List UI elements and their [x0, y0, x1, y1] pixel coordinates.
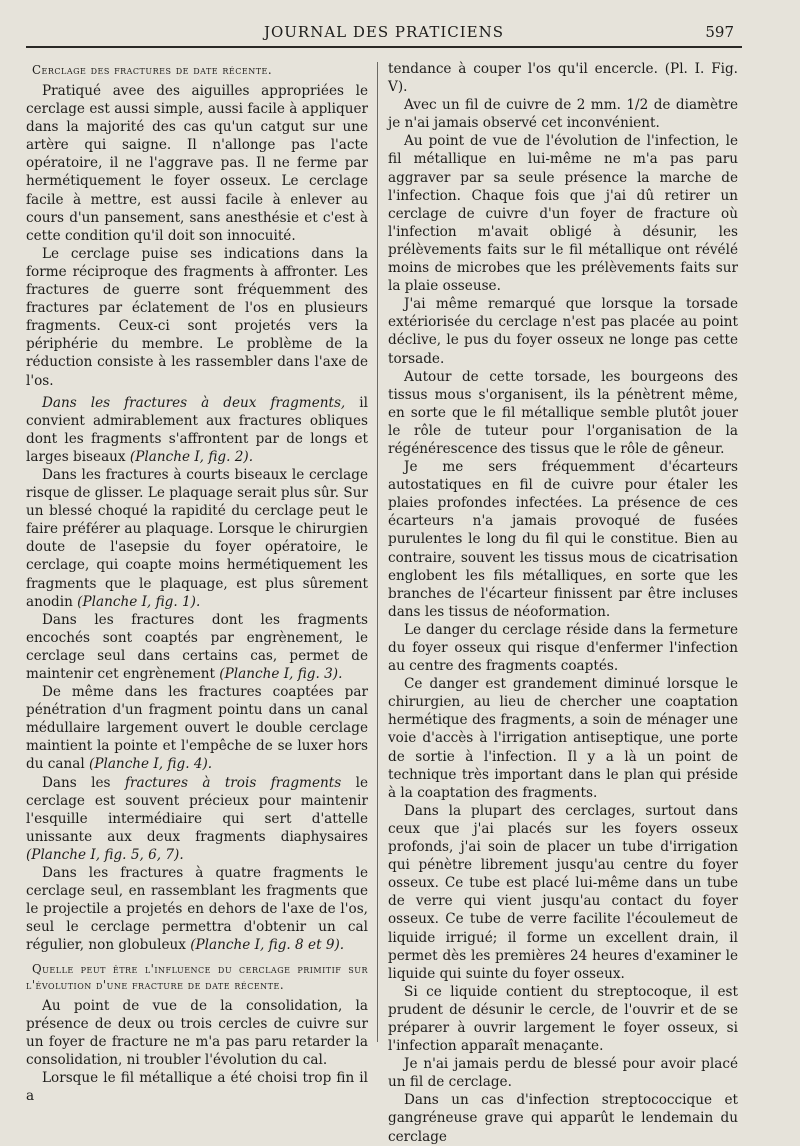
paragraph: Le danger du cerclage réside dans la fermeture du foyer osseux qui risque d'enfermer l'infection au centre des fragments coaptés.	[388, 621, 738, 675]
paragraph: Autour de cette torsade, les bourgeons des tissus mous s'organisent, ils la pénètrent même, en sorte que le fil métallique semble plutôt jouer le rôle de tuteur pour l'organisation de la régénérescence des tissus que le rôle de gêneur.	[388, 368, 738, 457]
paragraph: Le cerclage puise ses indications dans la forme réciproque des fragments à affronter. Les fractures de guerre sont fréquemment des fractures par éclatement de l'os en plusieurs fragments. Ceux-ci sont projetés vers la périphérie du membre. Le problème de la réduction consiste à les rassembler dans l'axe de l'os.	[26, 245, 368, 389]
paragraph: Dans les fractures à trois fragments le cerclage est souvent précieux pour maintenir l'esquille intermédiaire qui sert d'attelle unissante aux deux fragments diaphysaires (Planche I, fig. 5, 6, 7).	[26, 774, 369, 863]
paragraph: J'ai même remarqué que lorsque la torsade extériorisée du cerclage n'est pas placée au point déclive, le pus du foyer osseux ne longe pas cette torsade.	[388, 296, 738, 367]
paragraph: Dans la plupart des cerclages, surtout dans ceux que j'ai placés sur les foyers osseux profonds, j'ai soin de placer un tube d'irrigation qui pénètre librement jusqu'au centre du foyer osseux. Ce tube est placé lui-même dans un tube de verre qui vient jusqu'au contact du foyer osseux. Ce tube de verre facilite l'écoulemeut de liquide irrigué; il forme un excellent drain, il permet dès les premières 24 heures d'examiner le liquide qui suinte du foyer osseux.	[388, 802, 738, 982]
figure-reference: (Planche I, fig. 2).	[129, 448, 254, 465]
figure-reference: (Planche I, fig. 3).	[219, 666, 343, 682]
section-heading-cerclage: Cerclage des fractures de date récente.	[32, 63, 273, 77]
paragraph: Au point de vue de la consolidation, la présence de deux ou trois cercles de cuivre sur un foyer de fracture ne m'a pas paru retarder la consolidation, ni troubler l'évolution du cal.	[26, 997, 368, 1068]
paragraph: Dans les fractures dont les fragments encochés sont coaptés par engrènement, le cerclage seul dans certains cas, permet de maintenir cet engrènement (Planche I, fig. 3).	[26, 611, 368, 682]
italic-phrase: Dans les fractures à deux fragments,	[42, 394, 346, 411]
paragraph: Au point de vue de l'évolution de l'infection, le fil métallique en lui-même ne m'a pas paru aggraver par sa seule présence la marche de l'infection. Chaque fois que j'ai dû retirer un cerclage de cuivre d'un foyer de fracture où l'infection m'avait obligé à désunir, les prélèvements faits sur le fil métallique ont révélé moins de microbes que les prélèvements faits sur la plaie osseuse.	[388, 133, 738, 295]
section-heading-influence: Quelle peut être l'influence du cerclage primitif sur l'évolution d'une fracture de date récente.	[26, 961, 368, 992]
paragraph: Dans les fractures à deux fragments, il convient admirablement aux fractures obliques dont les fragments s'affrontent par de longs et larges biseaux (Planche I, fig. 2).	[26, 394, 368, 465]
paragraph: Si ce liquide contient du streptocoque, il est prudent de désunir le cercle, de l'ouvrir et de se préparer à ouvrir largement le foyer osseux, si l'infection apparaît menaçante.	[388, 983, 738, 1055]
left-column	[26, 60, 368, 1105]
paragraph: Pratiqué avee des aiguilles appropriées le cerclage est aussi simple, aussi facile à appliquer dans la majorité des cas qu'un catgut sur une artère qui saigne. Il n'allonge pas l'acte opératoire, il ne l'aggrave pas. Il ne ferme par hermétiquement le foyer osseux. Le cerclage facile à mettre, est aussi facile à enlever au cours d'un pansement, sans anesthésie et c'est à cette condition qu'il doit son innocuité.	[26, 83, 368, 244]
header-rule	[26, 46, 742, 48]
paragraph: tendance à couper l'os qu'il encercle. (Pl. I. Fig. V).	[388, 61, 738, 96]
figure-reference: (Planche I, fig. 1).	[77, 593, 201, 610]
paragraph: Je me sers fréquemment d'écarteurs autostatiques en fil de cuivre pour étaler les plaies profondes infectées. La présence de ces écarteurs n'a jamais provoqué de fusées purulentes le long du fil qui le constitue. Bien au contraire, souvent les tissus mous de cicatrisation englobent les fils métalliques, en sorte que les branches de l'écarteur finissent par être incluses dans les tissus de néoformation.	[388, 459, 738, 620]
right-column	[388, 60, 738, 1146]
paragraph: Ce danger est grandement diminué lorsque le chirurgien, au lieu de chercher une coaptation hermétique des fragments, a soin de ménager une voie d'accès à l'irrigation antiseptique, une porte de sortie à l'infection. Il y a là un point de technique très important dans le plan qui préside à la coaptation des fragments.	[388, 676, 738, 801]
paragraph: Je n'ai jamais perdu de blessé pour avoir placé un fil de cerclage.	[388, 1056, 738, 1091]
paragraph: Dans un cas d'infection streptococcique et gangréneuse grave qui apparût le lendemain du cerclage	[388, 1092, 738, 1145]
page-number: 597	[705, 23, 734, 41]
figure-reference: (Planche I, fig. 8 et 9).	[190, 937, 345, 954]
paragraph: Avec un fil de cuivre de 2 mm. 1/2 de diamètre je n'ai jamais observé cet inconvénient.	[388, 97, 738, 132]
journal-title: JOURNAL DES PRATICIENS	[263, 23, 505, 41]
figure-reference: (Planche I, fig. 4).	[89, 756, 213, 773]
paragraph: Lorsque le fil métallique a été choisi trop fin il a	[26, 1069, 368, 1104]
column-divider	[377, 62, 378, 1042]
figure-reference: (Planche I, fig. 5, 6, 7).	[26, 846, 184, 863]
page-header	[26, 20, 742, 46]
paragraph: De même dans les fractures coaptées par pénétration d'un fragment pointu dans un canal médullaire largement ouvert le double cerclage maintient la pointe et l'empêche de se luxer hors du canal (Planche I, fig. 4).	[26, 684, 368, 773]
paragraph: Dans les fractures à quatre fragments le cerclage seul, en rassemblant les fragments que le projectile a projetés en dehors de l'axe de l'os, seul le cerclage permettra d'obtenir un cal régulier, non globuleux (Planche I, fig. 8 et 9).	[26, 865, 368, 954]
italic-phrase: fractures à trois fragments	[124, 774, 342, 791]
paragraph: Dans les fractures à courts biseaux le cerclage risque de glisser. Le plaquage serait plus sûr. Sur un blessé choqué la rapidité du cerclage peut le faire préférer au plaquage. Lorsque le chirurgien doute de l'asepsie du foyer opératoire, le cerclage, qui coapte moins hermétiquement les fragments que le plaquage, est plus sûrement anodin (Planche I, fig. 1).	[26, 466, 368, 610]
